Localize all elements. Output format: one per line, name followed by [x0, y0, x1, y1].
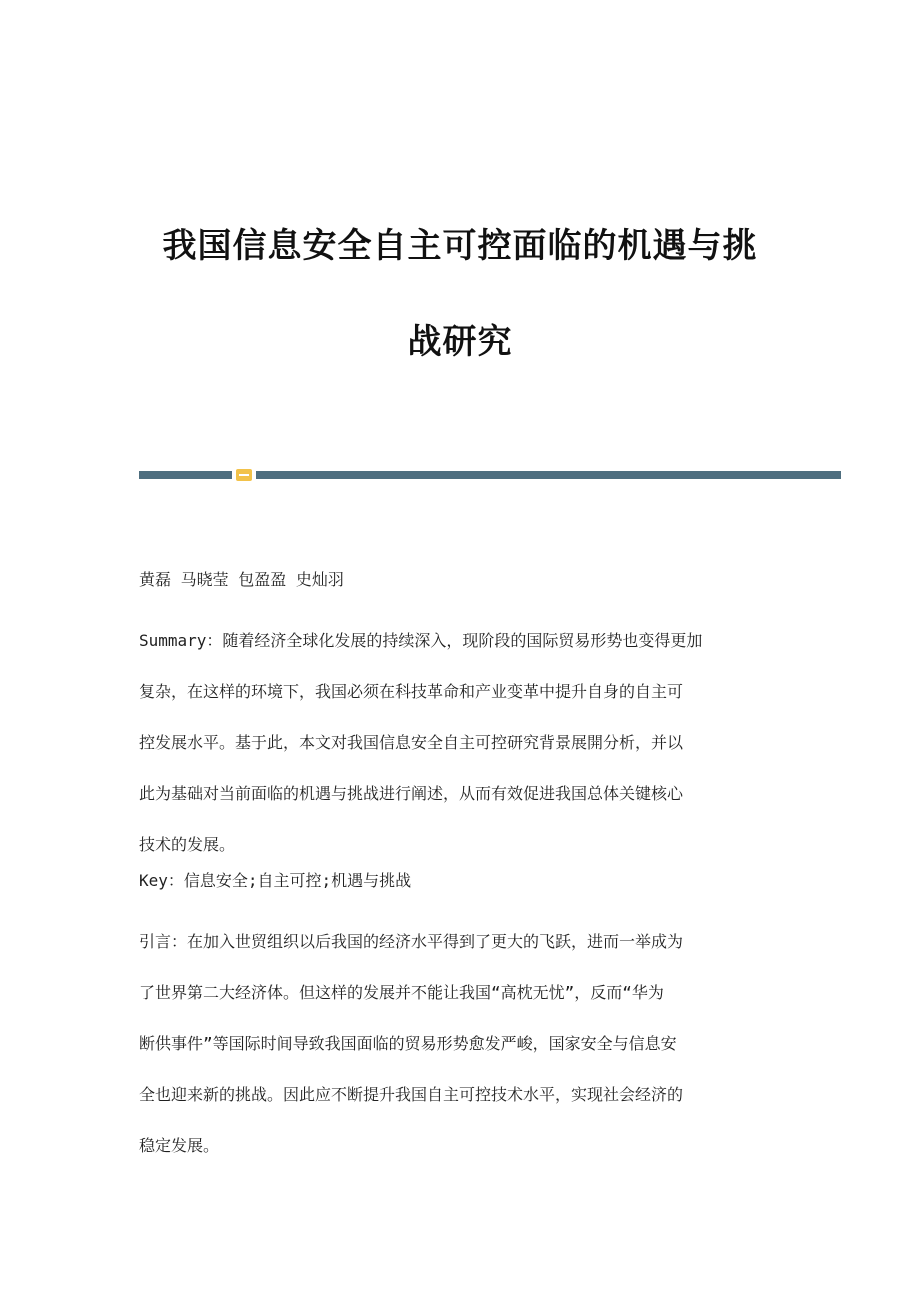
- summary-line: Summary：随着经济全球化发展的持续深入，现阶段的国际贸易形势也变得更加: [139, 631, 703, 650]
- divider-mark-icon: [236, 469, 252, 481]
- title-line-1: 我国信息安全自主可控面临的机遇与挑: [162, 226, 758, 266]
- keywords: Key：信息安全;自主可控;机遇与挑战: [139, 871, 412, 890]
- intro-line: 稳定发展。: [139, 1136, 220, 1155]
- intro-line: 引言：在加入世贸组织以后我国的经济水平得到了更大的飞跃，进而一举成为: [139, 932, 684, 951]
- intro-paragraph: [139, 916, 781, 1171]
- intro-line: 断供事件”等国际时间导致我国面临的贸易形势愈发严峻，国家安全与信息安: [139, 1034, 677, 1053]
- intro-line: 了世界第二大经济体。但这样的发展并不能让我国“高枕无忧”，反而“华为: [139, 983, 664, 1002]
- divider-right-segment: [256, 471, 841, 479]
- summary-line: 技术的发展。: [139, 835, 236, 854]
- title-line-2: 战研究: [407, 322, 513, 362]
- summary-line: 控发展水平。基于此，本文对我国信息安全自主可控研究背景展開分析，并以: [139, 733, 684, 752]
- title-divider: [139, 471, 841, 479]
- intro-line: 全也迎来新的挑战。因此应不断提升我国自主可控技术水平，实现社会经济的: [139, 1085, 684, 1104]
- authors: 黄磊 马晓莹 包盈盈 史灿羽: [139, 570, 344, 589]
- summary-paragraph: [139, 615, 781, 870]
- divider-left-segment: [139, 471, 232, 479]
- summary-line: 复杂，在这样的环境下，我国必须在科技革命和产业变革中提升自身的自主可: [139, 682, 684, 701]
- summary-line: 此为基础对当前面临的机遇与挑战进行阐述，从而有效促进我国总体关键核心: [139, 784, 684, 803]
